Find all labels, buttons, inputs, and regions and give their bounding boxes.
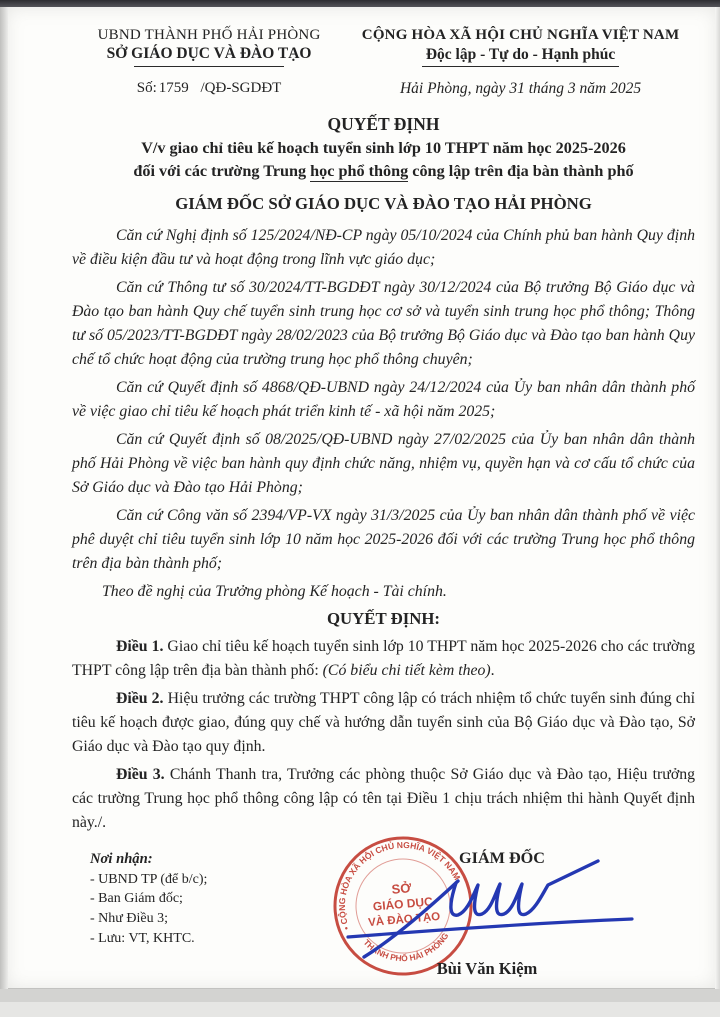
recipients-label: Nơi nhận: [90,850,153,867]
legal-basis-paragraph: Căn cứ Nghị định số 125/2024/NĐ-CP ngày 05/10/2024 của Chính phủ ban hành Quy định về điều kiện đầu tư và hoạt động trong lĩnh vực giáo dục; [72,226,695,268]
scan-edge-top [0,0,720,7]
place-date: Hải Phòng, ngày 31 tháng 3 năm 2025 [399,80,642,97]
stamp-ring-top-text: • CỘNG HÒA XÃ HỘI CHỦ NGHĨA VIỆT NAM [336,839,463,932]
article-2 [72,687,695,759]
document-type-title: QUYẾT ĐỊNH [327,114,440,134]
number-label: Số: [136,80,157,96]
article-1-tail: . [490,661,495,679]
agency-parent-name: UBND THÀNH PHỐ HẢI PHÒNG [97,27,321,43]
legal-basis-paragraph: Căn cứ Quyết định số 08/2025/QĐ-UBND ngày 27/02/2025 của Ủy ban nhân dân thành phố Hải Phòng về việc ban hành quy định chức năng, nhiệm vụ, quyền hạn và cơ cấu tổ chức của Sở Giáo dục và Đào tạo Hải Phòng; [72,430,695,496]
stamp-ring-bottom-text: THÀNH PHỐ HẢI PHÒNG [361,930,451,964]
proposal-line: Theo đề nghị của Trưởng phòng Kế hoạch - Tài chính. [102,582,447,600]
stamp-center-line3: VÀ ĐÀO TẠO [367,910,441,929]
recipient-item: - Ban Giám đốc; [90,891,183,907]
recipients-list [90,849,207,949]
article-3 [72,763,695,835]
signer-title: GIÁM ĐỐC [459,848,545,867]
scan-edge-left [0,7,8,989]
article-3-label: Điều 3. [116,765,165,783]
document-number [72,80,346,98]
number-suffix: /QĐ-SGDĐT [200,80,282,96]
article-2-body: Hiệu trưởng các trường THPT công lập có trách nhiệm tổ chức tuyển sinh đúng chỉ tiêu kế hoạch được giao, đúng quy chế và hướng dẫn tuyển sinh của Bộ Giáo dục và Đào tạo, Sở Giáo dục và Đào tạo quy định. [72,689,695,755]
subject-line-1: V/v giao chỉ tiêu kế hoạch tuyển sinh lớp 10 THPT năm học 2025-2026 [141,138,626,157]
article-1-body: Giao chỉ tiêu kế hoạch tuyển sinh lớp 10 THPT năm học 2025-2026 cho các trường THPT công lập trên địa bàn thành phố: [72,637,695,679]
article-2-label: Điều 2. [116,689,164,707]
decision-heading: QUYẾT ĐỊNH: [327,608,440,628]
article-3-body: Chánh Thanh tra, Trưởng các phòng thuộc Sở Giáo dục và Đào tạo, Hiệu trưởng các trường Trung học phổ thông công lập có tên tại Điều 1 chịu trách nhiệm thi hành Quyết định này./. [72,765,695,831]
agency-name: SỞ GIÁO DỤC VÀ ĐÀO TẠO [106,45,312,62]
recipient-item: - Như Điều 3; [90,911,168,927]
legal-basis-paragraph: Căn cứ Quyết định số 4868/QĐ-UBND ngày 24/12/2024 của Ủy ban nhân dân thành phố về việc giao chỉ tiêu kế hoạch phát triển kinh tế - xã hội năm 2025; [72,378,695,420]
recipient-item: - UBND TP (để b/c); [90,871,208,887]
subject-line-2-pre: đối với các trường Trung [133,161,311,180]
deciding-authority: GIÁM ĐỐC SỞ GIÁO DỤC VÀ ĐÀO TẠO HẢI PHÒNG [175,193,592,213]
scan-edge-right [715,7,720,989]
signer-name: Bùi Văn Kiệm [436,958,538,978]
subject-line-2 [72,160,695,183]
agency-underline [134,66,284,67]
document-meta [72,80,695,98]
national-motto: Độc lập - Tự do - Hạnh phúc [422,46,619,67]
stamp-center-line1: SỞ [390,880,412,897]
national-title: CỘNG HÒA XÃ HỘI CHỦ NGHĨA VIỆT NAM [361,27,680,43]
document-header [72,27,695,67]
preamble [72,224,695,604]
subject-line-2-post: công lập trên địa bàn thành phố [408,161,634,180]
national-motto-block [346,27,695,67]
subject-line-2-underlined: học phổ thông [310,161,409,180]
number-value: 1759 [158,80,189,96]
legal-basis-paragraph: Căn cứ Công văn số 2394/VP-VX ngày 31/3/2025 của Ủy ban nhân dân thành phố về việc phê duyệt chỉ tiêu tuyển sinh lớp 10 năm học 2025-2026 đối với các trường Trung học phổ thông trên địa bàn thành phố; [72,506,695,572]
recipient-item: - Lưu: VT, KHTC. [90,931,195,947]
article-1 [72,635,695,683]
issuing-agency-block [72,27,346,67]
stamp-center-line2: GIÁO DỤC [372,894,434,914]
article-1-note: (Có biểu chi tiết kèm theo) [322,661,491,679]
scan-edge-bottom [0,988,720,1002]
document-paper [6,7,717,989]
legal-basis-paragraph: Căn cứ Thông tư số 30/2024/TT-BGDĐT ngày 30/12/2024 của Bộ trưởng Bộ Giáo dục và Đào tạo ban hành Quy chế tuyển sinh trung học cơ sở và tuyển sinh trung học phổ thông; Thông tư số 05/2023/TT-BGDĐT ngày 28/02/2023 của Bộ trưởng Bộ Giáo dục và Đào tạo ban hành Quy chế tổ chức hoạt động của trường trung học phổ thông chuyên; [72,278,695,368]
article-1-label: Điều 1. [116,637,164,655]
document-title-block [72,112,695,183]
